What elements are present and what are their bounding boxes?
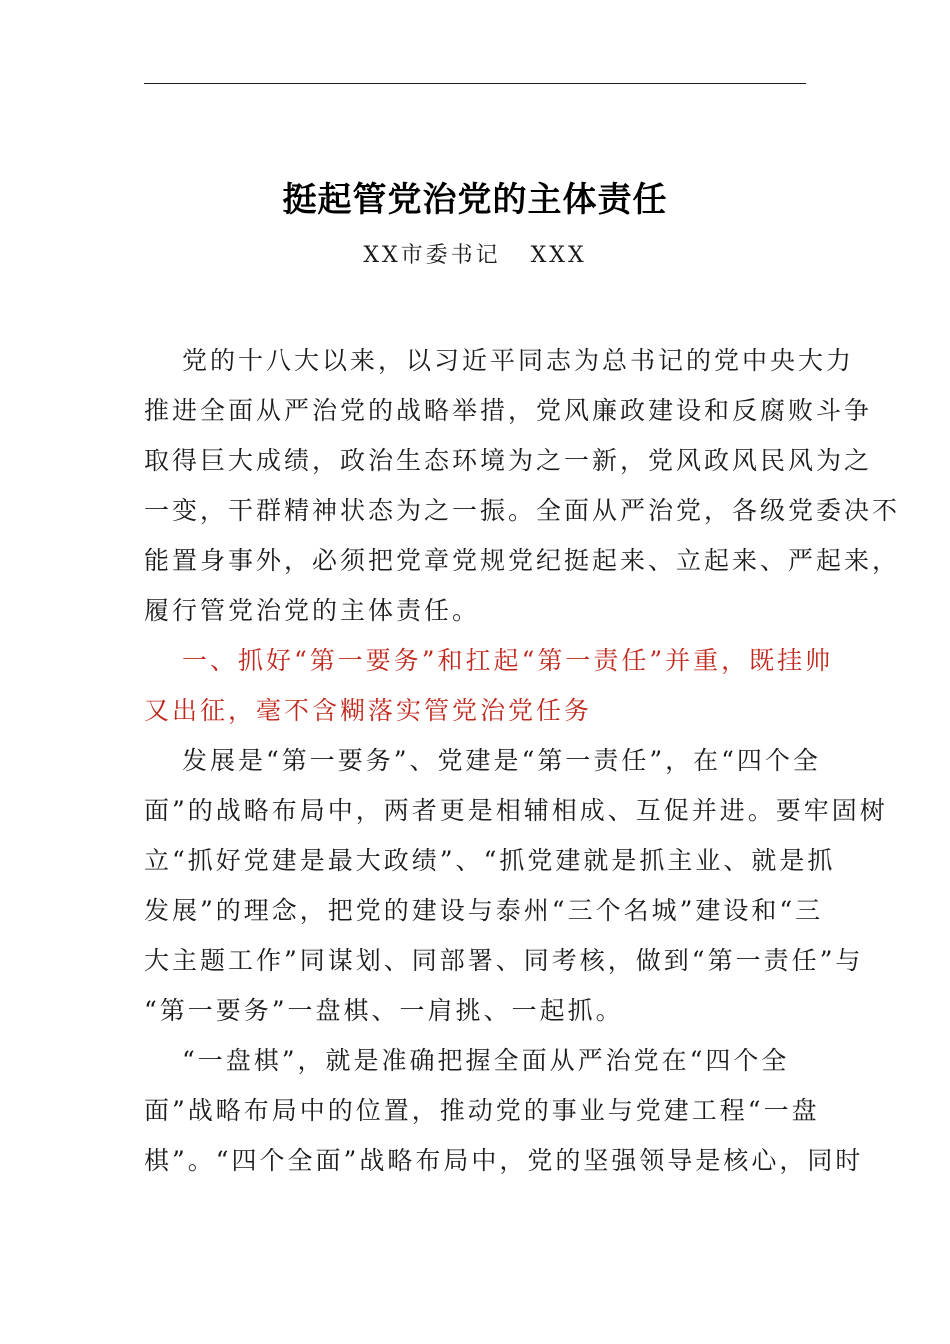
text-line: 党的十八大以来，以习近平同志为总书记的党中央大力 <box>182 346 855 375</box>
text-line: 发展是“第一要务”、党建是“第一责任”，在“四个全 <box>182 746 821 775</box>
text-line: 履行管党治党的主体责任。 <box>144 596 481 625</box>
paragraph-intro <box>144 336 901 636</box>
text-line: 立“抓好党建是最大政绩”、“抓党建就是抓主业、就是抓 <box>144 846 836 875</box>
document-title: 挺起管党治党的主体责任 <box>282 180 668 220</box>
header-rule <box>144 83 806 84</box>
text-line: 发展”的理念，把党的建设与泰州“三个名城”建设和“三 <box>144 896 824 925</box>
text-line: 棋”。“四个全面”战略布局中，党的坚强领导是核心，同时 <box>144 1146 864 1175</box>
author-byline: XX市委书记 XXX <box>363 243 587 268</box>
text-line: 推进全面从严治党的战略举措，党风廉政建设和反腐败斗争 <box>144 396 873 425</box>
text-line: “第一要务”一盘棋、一肩挑、一起抓。 <box>144 996 624 1025</box>
text-line: “一盘棋”，就是准确把握全面从严治党在“四个全 <box>182 1046 790 1075</box>
text-line: 能置身事外，必须把党章党规党纪挺起来、立起来、严起来， <box>144 546 901 575</box>
text-line: 一变，干群精神状态为之一振。全面从严治党，各级党委决不 <box>144 496 901 525</box>
text-line: 取得巨大成绩，政治生态环境为之一新，党风政风民风为之 <box>144 446 873 475</box>
section-heading-1 <box>144 636 834 736</box>
paragraph-one-board <box>144 1036 864 1186</box>
paragraph-development <box>144 736 888 1036</box>
text-line: 面”战略布局中的位置，推动党的事业与党建工程“一盘 <box>144 1096 820 1125</box>
text-line: 面”的战略布局中，两者更是相辅相成、互促并进。要牢固树 <box>144 796 888 825</box>
heading-line: 又出征，毫不含糊落实管党治党任务 <box>144 696 593 725</box>
text-line: 大主题工作”同谋划、同部署、同考核，做到“第一责任”与 <box>144 946 864 975</box>
heading-line: 一、抓好“第一要务”和扛起“第一责任”并重，既挂帅 <box>182 646 834 675</box>
